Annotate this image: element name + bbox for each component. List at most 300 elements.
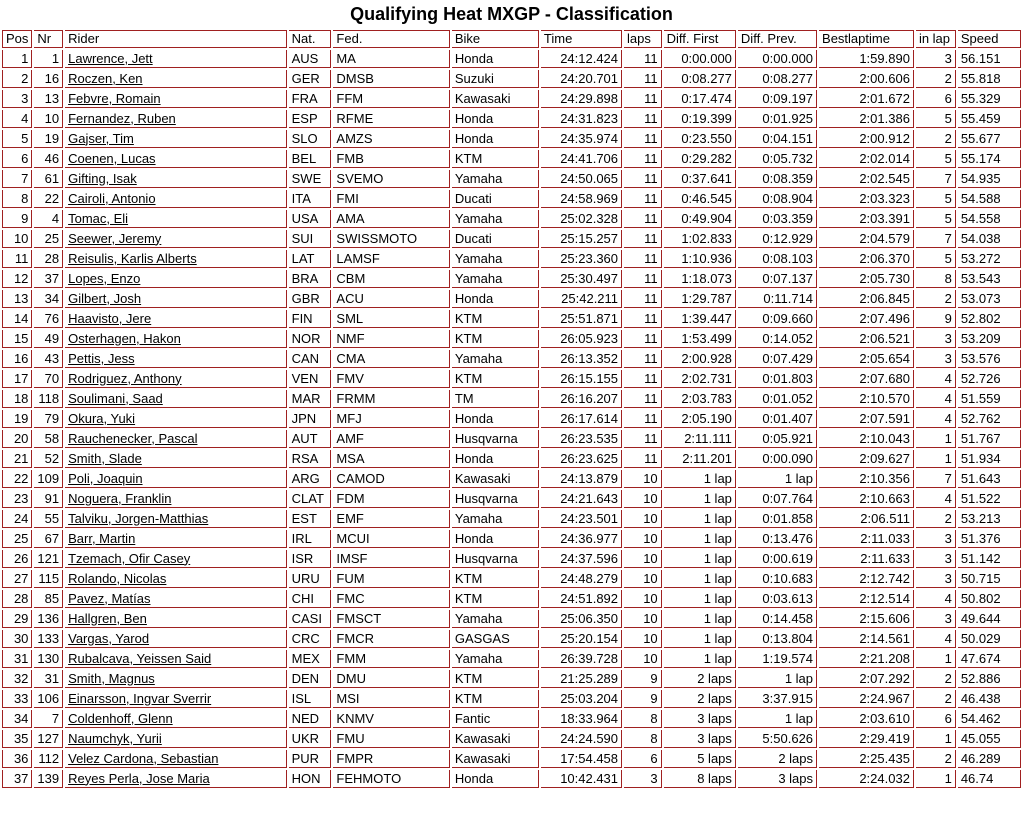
result-row	[2, 50, 1021, 68]
result-row	[2, 350, 1021, 368]
cell-laps: 11	[624, 370, 662, 388]
cell-time: 24:13.879	[541, 470, 622, 488]
cell-fed: FRMM	[333, 390, 449, 408]
cell-bike: Kawasaki	[452, 470, 539, 488]
cell-pos: 7	[2, 170, 32, 188]
cell-bestlaptime: 2:07.292	[819, 670, 914, 688]
cell-rider	[65, 350, 287, 368]
cell-diff_prev: 0:14.458	[738, 610, 817, 628]
cell-laps: 6	[624, 750, 662, 768]
cell-nat: AUT	[289, 430, 332, 448]
cell-nat: FRA	[289, 90, 332, 108]
cell-bestlaptime: 2:06.521	[819, 330, 914, 348]
cell-in_lap: 4	[916, 490, 956, 508]
cell-bestlaptime: 2:07.496	[819, 310, 914, 328]
cell-laps: 11	[624, 50, 662, 68]
cell-nr: 7	[34, 710, 63, 728]
cell-speed: 51.559	[958, 390, 1021, 408]
cell-pos: 31	[2, 650, 32, 668]
cell-fed: NMF	[333, 330, 449, 348]
cell-nr: 52	[34, 450, 63, 468]
cell-laps: 9	[624, 670, 662, 688]
result-row	[2, 490, 1021, 508]
cell-diff_first: 1 lap	[664, 610, 736, 628]
cell-fed: IMSF	[333, 550, 449, 568]
cell-time: 26:13.352	[541, 350, 622, 368]
cell-fed: FMPR	[333, 750, 449, 768]
cell-bike: KTM	[452, 150, 539, 168]
cell-diff_prev: 0:08.359	[738, 170, 817, 188]
cell-laps: 11	[624, 170, 662, 188]
cell-speed: 52.886	[958, 670, 1021, 688]
cell-diff_first: 1 lap	[664, 590, 736, 608]
cell-nat: CAN	[289, 350, 332, 368]
cell-rider	[65, 630, 287, 648]
cell-bike: Ducati	[452, 230, 539, 248]
cell-bestlaptime: 2:05.730	[819, 270, 914, 288]
cell-nr: 79	[34, 410, 63, 428]
cell-nr: 31	[34, 670, 63, 688]
rider-link[interactable]: Seewer, Jeremy	[68, 230, 162, 246]
col-header-diff_prev: Diff. Prev.	[738, 30, 817, 48]
cell-bestlaptime: 2:07.680	[819, 370, 914, 388]
cell-nat: ARG	[289, 470, 332, 488]
rider-link[interactable]: Einarsson, Ingvar Sverrir	[68, 690, 212, 706]
cell-speed: 46.74	[958, 770, 1021, 788]
cell-bike: KTM	[452, 310, 539, 328]
cell-pos: 20	[2, 430, 32, 448]
cell-rider	[65, 610, 287, 628]
cell-diff_prev: 0:08.904	[738, 190, 817, 208]
cell-rider	[65, 430, 287, 448]
rider-link[interactable]: Barr, Martin	[68, 530, 136, 546]
rider-link[interactable]: Osterhagen, Hakon	[68, 330, 181, 346]
cell-bestlaptime: 2:04.579	[819, 230, 914, 248]
cell-time: 24:21.643	[541, 490, 622, 508]
cell-time: 24:24.590	[541, 730, 622, 748]
cell-laps: 11	[624, 190, 662, 208]
cell-diff_prev: 1:19.574	[738, 650, 817, 668]
cell-laps: 3	[624, 770, 662, 788]
rider-link[interactable]: Haavisto, Jere	[68, 310, 152, 326]
cell-fed: DMSB	[333, 70, 449, 88]
cell-rider	[65, 90, 287, 108]
cell-laps: 10	[624, 530, 662, 548]
cell-bike: KTM	[452, 590, 539, 608]
cell-fed: CAMOD	[333, 470, 449, 488]
cell-diff_prev: 0:00.619	[738, 550, 817, 568]
cell-nr: 76	[34, 310, 63, 328]
cell-bestlaptime: 2:21.208	[819, 650, 914, 668]
cell-nr: 130	[34, 650, 63, 668]
col-header-diff_first: Diff. First	[664, 30, 736, 48]
cell-laps: 10	[624, 490, 662, 508]
cell-bike: Kawasaki	[452, 90, 539, 108]
cell-pos: 5	[2, 130, 32, 148]
cell-rider	[65, 190, 287, 208]
cell-bike: Kawasaki	[452, 750, 539, 768]
cell-bike: Yamaha	[452, 170, 539, 188]
cell-time: 25:23.360	[541, 250, 622, 268]
result-row	[2, 590, 1021, 608]
cell-time: 26:39.728	[541, 650, 622, 668]
cell-in_lap: 2	[916, 750, 956, 768]
col-header-laps: laps	[624, 30, 662, 48]
cell-bike: Suzuki	[452, 70, 539, 88]
cell-time: 25:42.211	[541, 290, 622, 308]
rider-link[interactable]: Pavez, Matías	[68, 590, 151, 606]
cell-speed: 54.558	[958, 210, 1021, 228]
cell-rider	[65, 730, 287, 748]
rider-link[interactable]: Coldenhoff, Glenn	[68, 710, 173, 726]
cell-laps: 11	[624, 230, 662, 248]
cell-time: 25:20.154	[541, 630, 622, 648]
rider-link[interactable]: Naumchyk, Yurii	[68, 730, 162, 746]
cell-nr: 121	[34, 550, 63, 568]
cell-rider	[65, 670, 287, 688]
cell-in_lap: 3	[916, 570, 956, 588]
rider-link[interactable]: Velez Cardona, Sebastian	[68, 750, 219, 766]
cell-pos: 21	[2, 450, 32, 468]
cell-rider	[65, 370, 287, 388]
cell-nr: 58	[34, 430, 63, 448]
rider-link[interactable]: Rubalcava, Yeissen Said	[68, 650, 212, 666]
cell-bestlaptime: 2:01.386	[819, 110, 914, 128]
rider-link[interactable]: Hallgren, Ben	[68, 610, 147, 626]
cell-laps: 9	[624, 690, 662, 708]
cell-time: 24:41.706	[541, 150, 622, 168]
cell-in_lap: 4	[916, 410, 956, 428]
cell-bike: GASGAS	[452, 630, 539, 648]
result-row	[2, 710, 1021, 728]
cell-in_lap: 3	[916, 610, 956, 628]
cell-speed: 51.376	[958, 530, 1021, 548]
cell-speed: 55.459	[958, 110, 1021, 128]
result-row	[2, 90, 1021, 108]
rider-link[interactable]: Rolando, Nicolas	[68, 570, 167, 586]
rider-link[interactable]: Poli, Joaquin	[68, 470, 143, 486]
cell-speed: 54.935	[958, 170, 1021, 188]
cell-speed: 55.677	[958, 130, 1021, 148]
cell-time: 26:16.207	[541, 390, 622, 408]
cell-in_lap: 5	[916, 110, 956, 128]
col-header-rider: Rider	[65, 30, 287, 48]
cell-pos: 12	[2, 270, 32, 288]
cell-in_lap: 1	[916, 770, 956, 788]
cell-time: 24:37.596	[541, 550, 622, 568]
cell-in_lap: 3	[916, 530, 956, 548]
cell-nat: ISR	[289, 550, 332, 568]
col-header-bike: Bike	[452, 30, 539, 48]
cell-bestlaptime: 2:09.627	[819, 450, 914, 468]
cell-laps: 11	[624, 70, 662, 88]
cell-laps: 11	[624, 270, 662, 288]
page-title: Qualifying Heat MXGP - Classification	[350, 4, 673, 24]
cell-speed: 53.213	[958, 510, 1021, 528]
cell-laps: 10	[624, 610, 662, 628]
cell-nat: BEL	[289, 150, 332, 168]
result-row	[2, 210, 1021, 228]
rider-link[interactable]: Febvre, Romain	[68, 90, 161, 106]
cell-speed: 45.055	[958, 730, 1021, 748]
cell-time: 24:36.977	[541, 530, 622, 548]
result-row	[2, 770, 1021, 788]
cell-nat: CASI	[289, 610, 332, 628]
cell-time: 17:54.458	[541, 750, 622, 768]
cell-pos: 27	[2, 570, 32, 588]
rider-link[interactable]: Cairoli, Antonio	[68, 190, 156, 206]
result-row	[2, 690, 1021, 708]
cell-diff_prev: 0:00.000	[738, 50, 817, 68]
result-row	[2, 730, 1021, 748]
cell-laps: 8	[624, 710, 662, 728]
cell-nat: NED	[289, 710, 332, 728]
cell-time: 24:29.898	[541, 90, 622, 108]
cell-pos: 13	[2, 290, 32, 308]
cell-diff_first: 2:00.928	[664, 350, 736, 368]
cell-diff_first: 0:46.545	[664, 190, 736, 208]
result-row	[2, 270, 1021, 288]
cell-bike: Yamaha	[452, 610, 539, 628]
cell-speed: 51.522	[958, 490, 1021, 508]
cell-diff_prev: 0:12.929	[738, 230, 817, 248]
cell-fed: DMU	[333, 670, 449, 688]
cell-nat: AUS	[289, 50, 332, 68]
cell-speed: 51.767	[958, 430, 1021, 448]
cell-rider	[65, 710, 287, 728]
cell-pos: 35	[2, 730, 32, 748]
cell-pos: 29	[2, 610, 32, 628]
rider-link[interactable]: Tomac, Eli	[68, 210, 129, 226]
col-header-fed: Fed.	[333, 30, 449, 48]
header-row	[2, 30, 1021, 48]
cell-nat: RSA	[289, 450, 332, 468]
cell-pos: 18	[2, 390, 32, 408]
cell-bestlaptime: 2:15.606	[819, 610, 914, 628]
rider-link[interactable]: Tzemach, Ofir Casey	[68, 550, 191, 566]
cell-laps: 11	[624, 110, 662, 128]
cell-speed: 51.934	[958, 450, 1021, 468]
rider-link[interactable]: Coenen, Lucas	[68, 150, 156, 166]
cell-diff_prev: 0:13.804	[738, 630, 817, 648]
cell-pos: 15	[2, 330, 32, 348]
cell-diff_prev: 0:03.359	[738, 210, 817, 228]
cell-fed: MFJ	[333, 410, 449, 428]
cell-fed: MSA	[333, 450, 449, 468]
cell-nr: 136	[34, 610, 63, 628]
cell-speed: 53.272	[958, 250, 1021, 268]
cell-laps: 10	[624, 510, 662, 528]
rider-link[interactable]: Gifting, Isak	[68, 170, 137, 186]
cell-bestlaptime: 2:03.391	[819, 210, 914, 228]
cell-nat: LAT	[289, 250, 332, 268]
cell-bestlaptime: 2:11.033	[819, 530, 914, 548]
rider-link[interactable]: Rauchenecker, Pascal	[68, 430, 198, 446]
cell-nr: 133	[34, 630, 63, 648]
cell-time: 24:20.701	[541, 70, 622, 88]
result-row	[2, 130, 1021, 148]
cell-laps: 11	[624, 350, 662, 368]
rider-link[interactable]: Soulimani, Saad	[68, 390, 163, 406]
cell-bike: Yamaha	[452, 510, 539, 528]
cell-laps: 11	[624, 310, 662, 328]
result-row	[2, 150, 1021, 168]
cell-fed: FMV	[333, 370, 449, 388]
cell-in_lap: 3	[916, 350, 956, 368]
result-row	[2, 570, 1021, 588]
cell-rider	[65, 510, 287, 528]
cell-in_lap: 2	[916, 70, 956, 88]
table-body	[2, 50, 1021, 788]
cell-nr: 43	[34, 350, 63, 368]
result-row	[2, 670, 1021, 688]
cell-bike: Honda	[452, 290, 539, 308]
cell-speed: 47.674	[958, 650, 1021, 668]
col-header-speed: Speed	[958, 30, 1021, 48]
cell-fed: FMM	[333, 650, 449, 668]
cell-diff_first: 1 lap	[664, 470, 736, 488]
cell-speed: 53.576	[958, 350, 1021, 368]
cell-nat: VEN	[289, 370, 332, 388]
rider-link[interactable]: Reyes Perla, Jose Maria	[68, 770, 210, 786]
rider-link[interactable]: Roczen, Ken	[68, 70, 143, 86]
cell-diff_prev: 0:01.803	[738, 370, 817, 388]
cell-pos: 25	[2, 530, 32, 548]
cell-laps: 11	[624, 290, 662, 308]
cell-rider	[65, 650, 287, 668]
cell-fed: FMSCT	[333, 610, 449, 628]
cell-pos: 14	[2, 310, 32, 328]
cell-diff_prev: 0:07.137	[738, 270, 817, 288]
result-row	[2, 190, 1021, 208]
cell-diff_prev: 0:11.714	[738, 290, 817, 308]
cell-diff_first: 2:11.201	[664, 450, 736, 468]
cell-laps: 11	[624, 150, 662, 168]
cell-rider	[65, 310, 287, 328]
col-header-nat: Nat.	[289, 30, 332, 48]
cell-time: 25:15.257	[541, 230, 622, 248]
cell-diff_prev: 2 laps	[738, 750, 817, 768]
cell-in_lap: 2	[916, 690, 956, 708]
cell-time: 25:03.204	[541, 690, 622, 708]
cell-diff_prev: 0:07.429	[738, 350, 817, 368]
cell-laps: 11	[624, 430, 662, 448]
cell-speed: 52.762	[958, 410, 1021, 428]
cell-pos: 33	[2, 690, 32, 708]
cell-rider	[65, 410, 287, 428]
cell-diff_first: 1:29.787	[664, 290, 736, 308]
cell-diff_first: 2:03.783	[664, 390, 736, 408]
cell-speed: 55.329	[958, 90, 1021, 108]
result-row	[2, 70, 1021, 88]
cell-pos: 28	[2, 590, 32, 608]
cell-pos: 36	[2, 750, 32, 768]
rider-link[interactable]: Reisulis, Karlis Alberts	[68, 250, 197, 266]
cell-fed: FMU	[333, 730, 449, 748]
cell-diff_first: 1 lap	[664, 530, 736, 548]
rider-link[interactable]: Talviku, Jorgen-Matthias	[68, 510, 209, 526]
rider-link[interactable]: Rodriguez, Anthony	[68, 370, 182, 386]
cell-speed: 49.644	[958, 610, 1021, 628]
cell-diff_prev: 1 lap	[738, 470, 817, 488]
cell-bike: Honda	[452, 530, 539, 548]
cell-fed: AMF	[333, 430, 449, 448]
cell-nr: 91	[34, 490, 63, 508]
rider-link[interactable]: Lawrence, Jett	[68, 50, 153, 66]
classification-table	[0, 28, 1023, 790]
result-row	[2, 510, 1021, 528]
cell-bestlaptime: 2:07.591	[819, 410, 914, 428]
cell-fed: LAMSF	[333, 250, 449, 268]
cell-in_lap: 3	[916, 50, 956, 68]
cell-laps: 11	[624, 330, 662, 348]
cell-in_lap: 7	[916, 170, 956, 188]
cell-fed: FDM	[333, 490, 449, 508]
rider-link[interactable]: Gilbert, Josh	[68, 290, 142, 306]
cell-pos: 32	[2, 670, 32, 688]
cell-nr: 46	[34, 150, 63, 168]
cell-diff_first: 1 lap	[664, 650, 736, 668]
cell-diff_prev: 0:01.407	[738, 410, 817, 428]
cell-bike: KTM	[452, 370, 539, 388]
cell-bike: Yamaha	[452, 270, 539, 288]
cell-bestlaptime: 2:10.356	[819, 470, 914, 488]
cell-nat: ISL	[289, 690, 332, 708]
cell-bike: Ducati	[452, 190, 539, 208]
cell-pos: 17	[2, 370, 32, 388]
cell-pos: 22	[2, 470, 32, 488]
rider-link[interactable]: Fernandez, Ruben	[68, 110, 176, 126]
rider-link[interactable]: Pettis, Jess	[68, 350, 135, 366]
cell-diff_first: 1:10.936	[664, 250, 736, 268]
result-row	[2, 230, 1021, 248]
cell-bestlaptime: 2:02.014	[819, 150, 914, 168]
cell-diff_first: 1 lap	[664, 490, 736, 508]
cell-nr: 28	[34, 250, 63, 268]
cell-nat: PUR	[289, 750, 332, 768]
cell-speed: 50.715	[958, 570, 1021, 588]
cell-bestlaptime: 2:01.672	[819, 90, 914, 108]
cell-pos: 4	[2, 110, 32, 128]
cell-fed: SWISSMOTO	[333, 230, 449, 248]
rider-link[interactable]: Smith, Magnus	[68, 670, 155, 686]
rider-link[interactable]: Smith, Slade	[68, 450, 142, 466]
rider-link[interactable]: Gajser, Tim	[68, 130, 134, 146]
rider-link[interactable]: Okura, Yuki	[68, 410, 136, 426]
cell-laps: 10	[624, 550, 662, 568]
cell-laps: 11	[624, 390, 662, 408]
rider-link[interactable]: Vargas, Yarod	[68, 630, 150, 646]
cell-laps: 11	[624, 130, 662, 148]
cell-in_lap: 8	[916, 270, 956, 288]
cell-in_lap: 1	[916, 730, 956, 748]
rider-link[interactable]: Noguera, Franklin	[68, 490, 172, 506]
cell-rider	[65, 170, 287, 188]
cell-nat: ITA	[289, 190, 332, 208]
cell-in_lap: 1	[916, 430, 956, 448]
cell-bestlaptime: 1:59.890	[819, 50, 914, 68]
cell-nat: CRC	[289, 630, 332, 648]
cell-in_lap: 5	[916, 150, 956, 168]
cell-diff_prev: 0:00.090	[738, 450, 817, 468]
cell-time: 26:05.923	[541, 330, 622, 348]
cell-speed: 54.462	[958, 710, 1021, 728]
cell-bike: Kawasaki	[452, 730, 539, 748]
cell-bestlaptime: 2:10.663	[819, 490, 914, 508]
cell-diff_prev: 0:05.732	[738, 150, 817, 168]
rider-link[interactable]: Lopes, Enzo	[68, 270, 141, 286]
cell-rider	[65, 570, 287, 588]
